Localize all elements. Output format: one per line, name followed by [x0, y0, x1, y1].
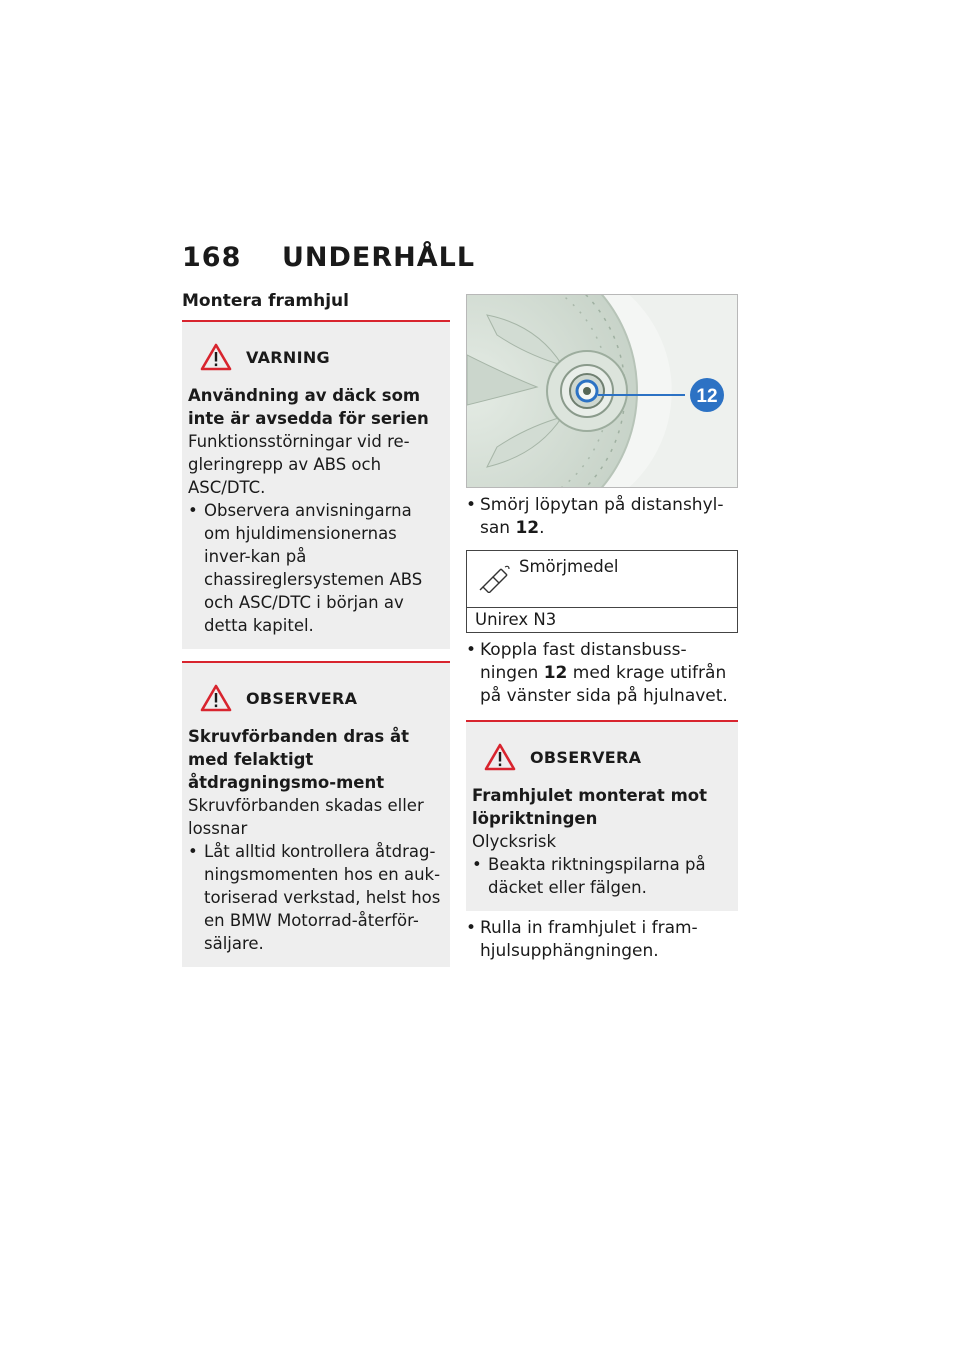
warning-triangle-icon	[484, 743, 516, 771]
warning-triangle-icon	[200, 343, 232, 371]
wheel-hub-figure	[466, 294, 738, 488]
notice-consequence: Olycksrisk	[472, 832, 557, 851]
notice-actions	[188, 840, 442, 955]
step-roll-in-wheel: • Rulla in framhjulet i fram-hjulsupphängningen.	[466, 918, 698, 961]
step-text: Koppla fast distansbuss-ningen	[480, 640, 687, 683]
page-number: 168	[182, 242, 242, 273]
step-text: Smörj löpytan på distanshyl-san	[480, 495, 724, 538]
lubricant-header	[467, 551, 737, 608]
warning-header	[200, 340, 442, 374]
warning-panel	[182, 320, 450, 649]
notice-cause: Skruvförbanden dras åt med felaktigt åtdragningsmo-ment	[188, 727, 410, 792]
notice-cause: Framhjulet monterat mot löpriktningen	[472, 786, 707, 828]
notice-panel-direction	[466, 720, 738, 911]
part-reference: 12	[515, 518, 540, 538]
part-reference: 12	[543, 663, 568, 683]
warning-cause: Användning av däck som inte är avsedda för serien	[188, 386, 429, 428]
warning-consequence: Funktionsstörningar vid re-gleringrepp av ABS och ASC/DTC.	[188, 432, 410, 497]
notice-actions	[472, 853, 730, 899]
warning-actions	[188, 499, 442, 637]
wheel-hub-illustration	[467, 295, 737, 487]
warning-triangle-icon	[200, 684, 232, 712]
notice-title: OBSERVERA	[530, 747, 642, 767]
lubricant-table	[466, 550, 738, 633]
left-column	[182, 290, 450, 967]
list-item: • Observera anvisningarna om hjuldimensionernas inver-kan på chassireglersystemen ABS och ASC/DTC i början av detta kapitel.	[188, 499, 442, 637]
warning-title: VARNING	[246, 347, 330, 367]
grease-gun-icon	[479, 563, 511, 593]
list-item: • Beakta riktningspilarna på däcket eller fälgen.	[472, 853, 730, 899]
notice-header	[200, 681, 442, 715]
notice-title: OBSERVERA	[246, 688, 358, 708]
step-attach-bushing: • Koppla fast distansbuss-ningen 12 med krage utifrån på vänster sida på hjulnavet.	[466, 640, 728, 706]
notice-consequence: Skruvförbanden skadas eller lossnar	[188, 796, 424, 838]
right-column	[466, 294, 738, 963]
notice-panel	[182, 661, 450, 967]
section-title: UNDERHÅLL	[282, 242, 476, 273]
list-item: • Låt alltid kontrollera åtdrag-ningsmomenten hos en auk-toriserad verkstad, helst hos en BMW Motorrad-återför-säljare.	[188, 840, 442, 955]
step-text: Rulla in framhjulet i fram-hjulsupphängningen.	[480, 918, 698, 961]
page-header	[182, 242, 742, 282]
step-lubricate: • Smörj löpytan på distanshyl-san 12.	[466, 495, 724, 538]
notice-header	[484, 740, 730, 774]
lubricant-value: Unirex N3	[475, 610, 557, 629]
procedure-heading: Montera framhjul	[182, 291, 349, 311]
lubricant-label: Smörjmedel	[519, 557, 619, 576]
callout-label: 12	[696, 386, 718, 407]
